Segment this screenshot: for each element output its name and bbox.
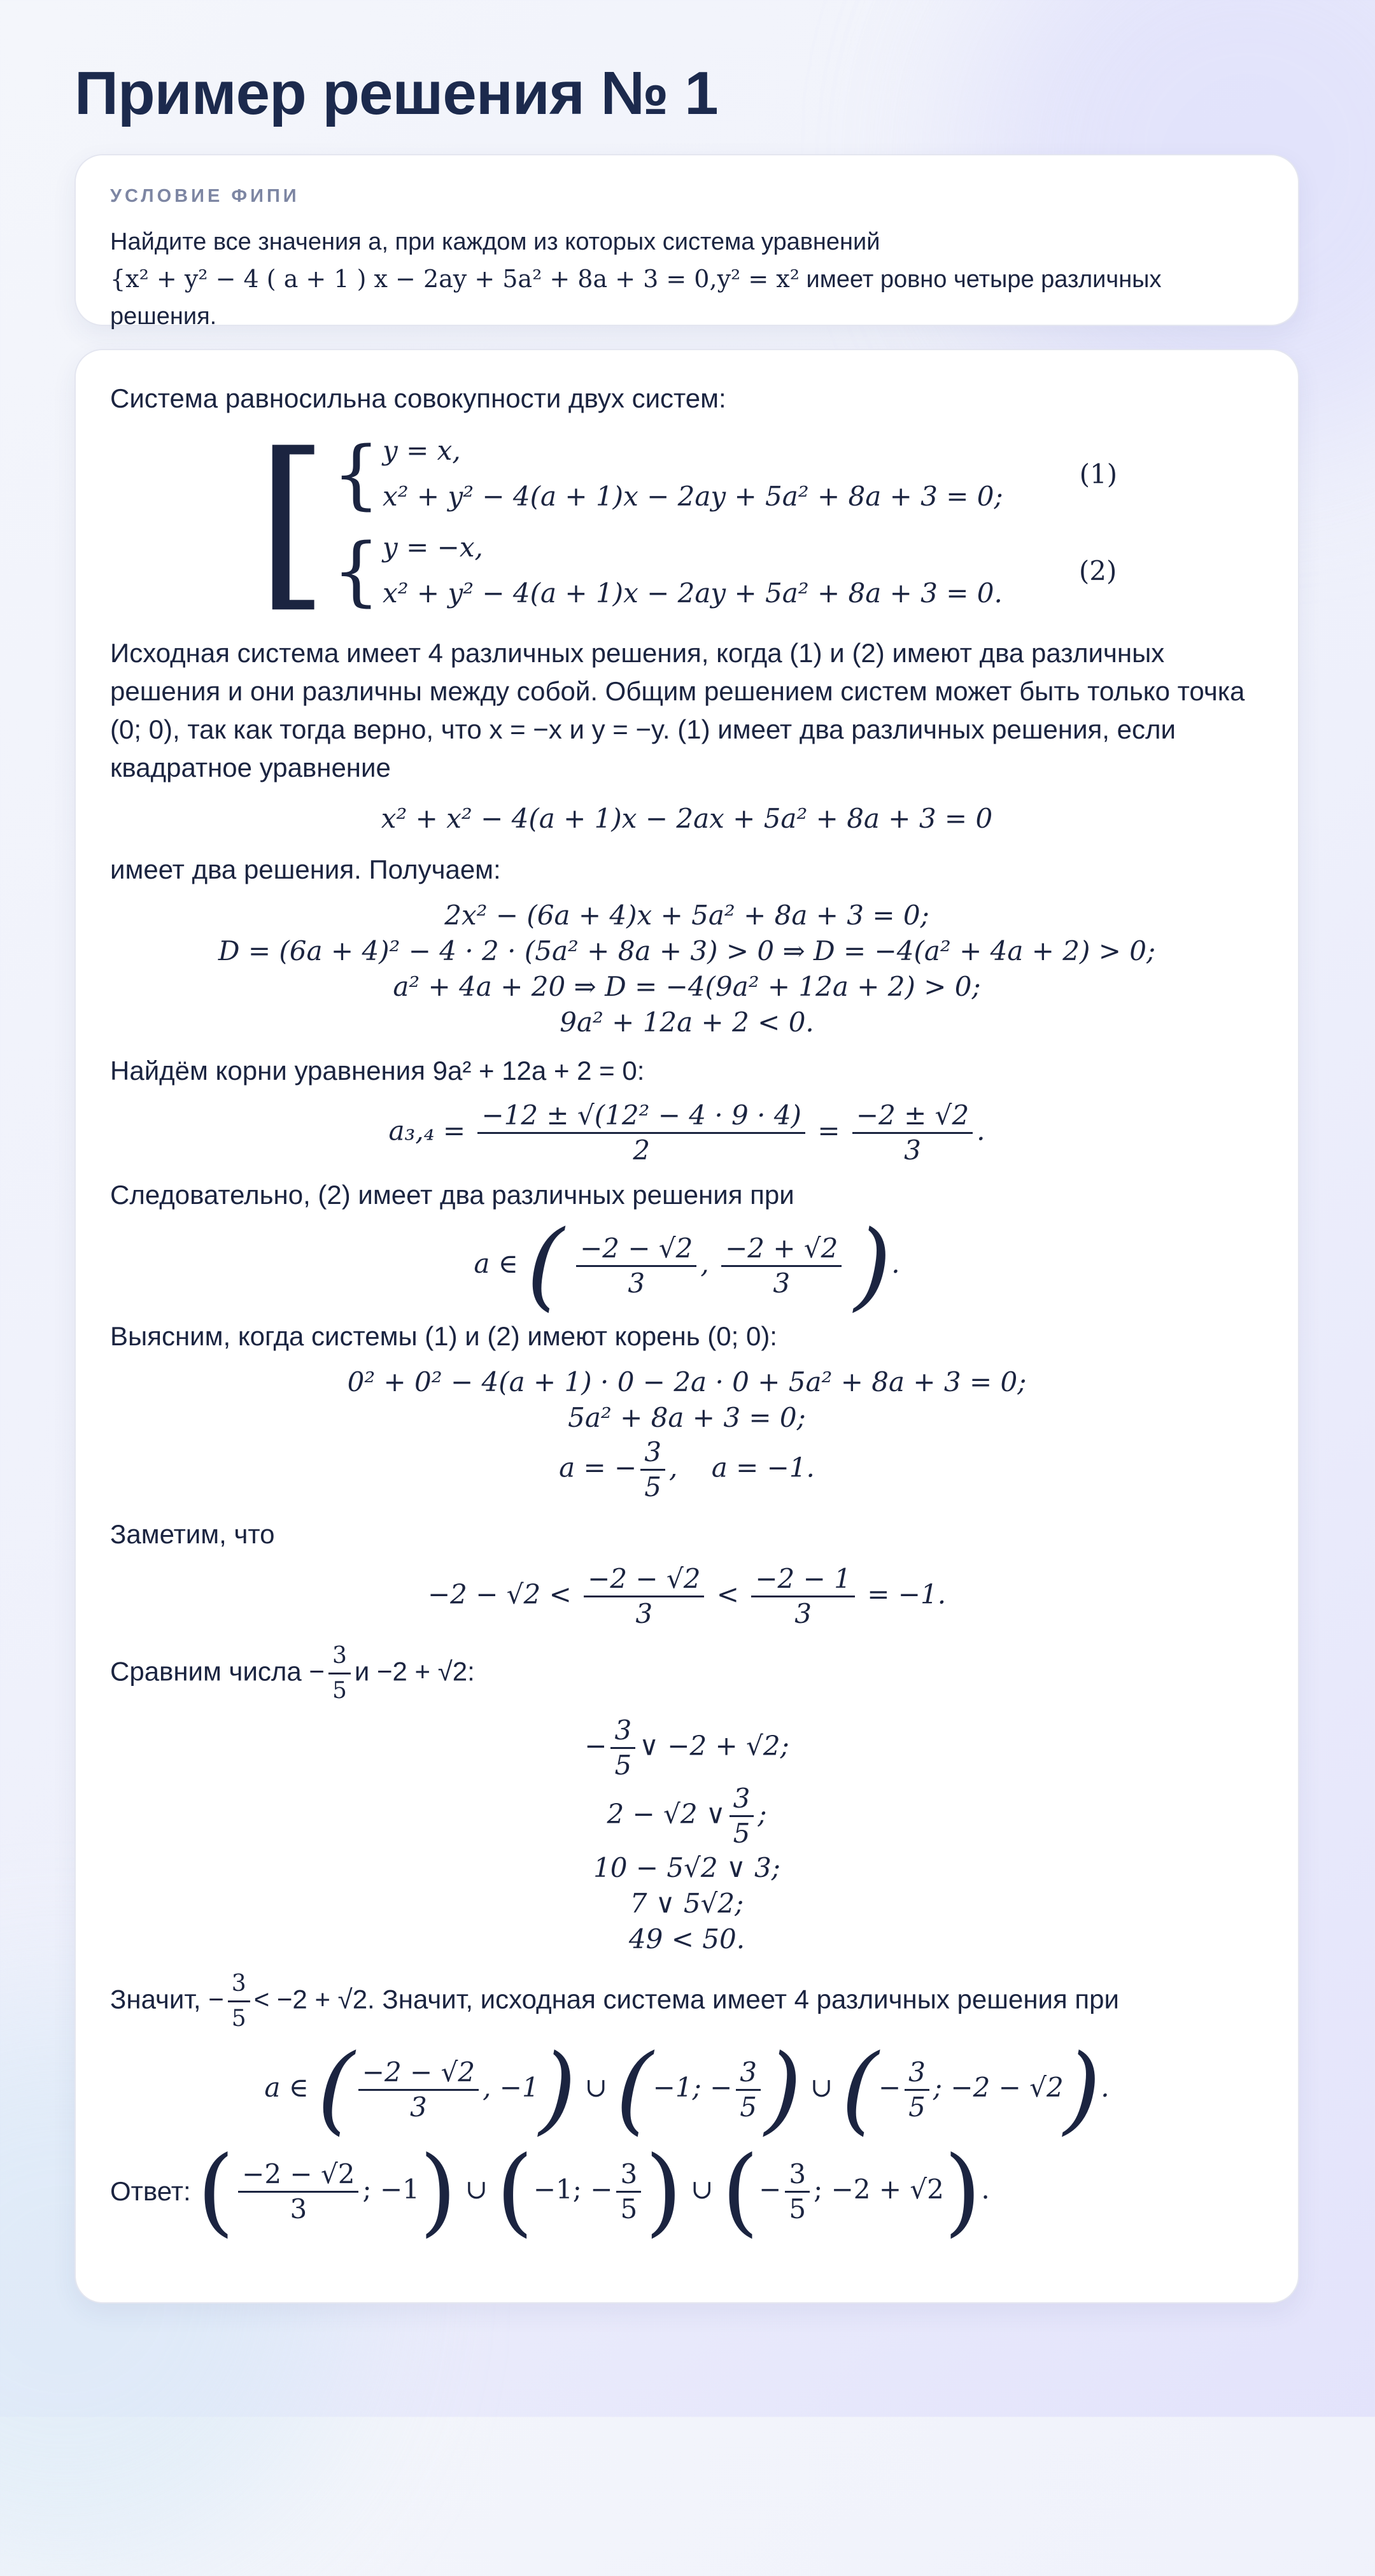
zero-root-block [110,1364,1264,1504]
condition-system: {x² + y² − 4 ( a + 1 ) x − 2ay + 5a² + 8a + 3 = 0,y² = x² [110,265,800,293]
system-1-eq-2: x² + y² − 4(a + 1)x − 2ay + 5a² + 8a + 3 = 0; [383,481,1003,512]
condition-label: УСЛОВИЕ ФИПИ [110,186,300,206]
comparison-chain: −2 − √2 < $\frac{-2 - √2}{3}$ < $\frac{-2 - 1}{3}$ = −1. [427,1563,947,1629]
system-2-brace: { [332,527,381,614]
paragraph-4: Следовательно, (2) имеет два различных решения при [110,1180,794,1210]
roots-num-2: −2 ± √2 [852,1099,973,1134]
system-1-number: (1) [1079,458,1118,490]
compare-line-2: 2 − √2 ∨ $\frac{3}{5}$ ; [607,1783,767,1849]
compare-line-1: − $\frac{3}{5}$ ∨ −2 + √2; [584,1715,789,1781]
system-1 [332,428,1117,520]
roots-num-1: −12 ± √(12² − 4 · 9 · 4) [477,1099,805,1134]
roots-formula: a₃,₄ = $\frac{\text{−12 ± √(12² − 4 · 9 · 4)}}{2}$ = $\frac{-2 \pm √2}{3}$ . [388,1100,985,1166]
condition-line-2-text: имеет ровно четыре различных решения. [110,266,1162,330]
answer: Ответ: ( $\frac{-2 - √2}{3}$ ; −1) ∪ (−1; − $\frac{3}{5}$ ) ∪ (− $\frac{3}{5}$ ; −2 + √2). [110,2136,990,2247]
system-1-eq-1: y = x, [383,435,461,466]
paragraph-7: Сравним числа − $\frac{3}{5}$ и −2 + √2: [110,1639,1264,1708]
discriminant-line-1: 2x² − (6a + 4)x + 5a² + 8a + 3 = 0; [444,900,929,931]
compare-line-5: 49 < 50. [628,1923,745,1955]
interval-1-right: $\frac{-2 + √2}{3}$ [721,1232,842,1300]
zero-line-1: 0² + 0² − 4(a + 1) · 0 − 2a · 0 + 5a² + 8a + 3 = 0; [347,1366,1027,1398]
system-1-brace: { [332,430,381,518]
compare-block [110,1714,1264,1957]
roots-fraction-2 [852,1099,973,1167]
discriminant-line-4: 9a² + 12a + 2 < 0. [560,1007,814,1038]
page-title: Пример решения № 1 [74,59,718,127]
discriminant-block [110,898,1264,1040]
quadratic-equation: x² + x² − 4(a + 1)x − 2ax + 5a² + 8a + 3 = 0 [381,803,993,834]
discriminant-line-2: D = (6a + 4)² − 4 · 2 · (5a² + 8a + 3) > 0 ⇒ D = −4(a² + 4a + 2) > 0; [218,935,1156,966]
compare-line-3: 10 − 5√2 ∨ 3; [593,1852,780,1883]
paragraph-6: Заметим, что [110,1519,275,1549]
discriminant-line-3: a² + 4a + 20 ⇒ D = −4(9a² + 12a + 2) > 0; [393,971,981,1002]
roots-den-1: 2 [633,1135,651,1166]
condition-line-1: Найдите все значения a, при каждом из которых система уравнений [110,229,880,255]
fraction-three-fifths: $\frac{3}{5}$ [640,1436,665,1504]
zero-line-2: 5a² + 8a + 3 = 0; [568,1402,806,1433]
systems-set [110,414,1264,629]
paragraph-3: Найдём корни уравнения 9a² + 12a + 2 = 0: [110,1056,645,1086]
paragraph-1: Исходная система имеет 4 различных решения, когда (1) и (2) имеют два различных решения и они различны между собой. Общим решением систем может быть только точка (0; 0), так как тогда верно, что x = −x и y = −y. (1) имеет два различных решения, если квадратное уравнение [110,638,1245,782]
interval-1-left: $\frac{-2 - √2}{3}$ [576,1232,696,1300]
condition-card [74,154,1299,330]
solution-intro: Система равносильна совокупности двух систем: [110,383,726,413]
system-2-number: (2) [1078,555,1117,586]
paragraph-8: Значит, − $\frac{3}{5}$ < −2 + √2. Значит, исходная система имеет 4 различных решения при [110,1967,1264,2035]
system-2-eq-2: x² + y² − 4(a + 1)x − 2ay + 5a² + 8a + 3 = 0. [383,577,1003,609]
answer-label: Ответ: [110,2176,191,2206]
roots-lhs: a₃,₄ = [388,1115,466,1147]
final-interval: a ∈ ( $\frac{-2 - √2}{3}$ , −1) ∪ (−1; − $\frac{3}{5}$ ) ∪ (− $\frac{3}{5}$ ; −2 − √2). [264,2034,1110,2145]
paragraph-2: имеет два решения. Получаем: [110,854,501,884]
condition-text [110,223,1264,335]
interval-1: a ∈ ( $\frac{-2 - √2}{3}$ , $\frac{-2 + √2}{3}$ ). [474,1210,900,1321]
roots-fraction-1 [477,1099,805,1167]
system-2 [332,525,1117,616]
roots-den-2: 3 [904,1135,921,1166]
set-bracket: [ [256,414,328,629]
solution-card [74,349,1299,2304]
compare-line-4: 7 ∨ 5√2; [630,1888,744,1919]
zero-line-3: a = − $\frac{3}{5}$ , a = −1. [559,1436,815,1503]
system-2-eq-1: y = −x, [383,532,483,563]
condition-line-2 [110,260,1264,335]
paragraph-5: Выясним, когда системы (1) и (2) имеют корень (0; 0): [110,1321,777,1351]
